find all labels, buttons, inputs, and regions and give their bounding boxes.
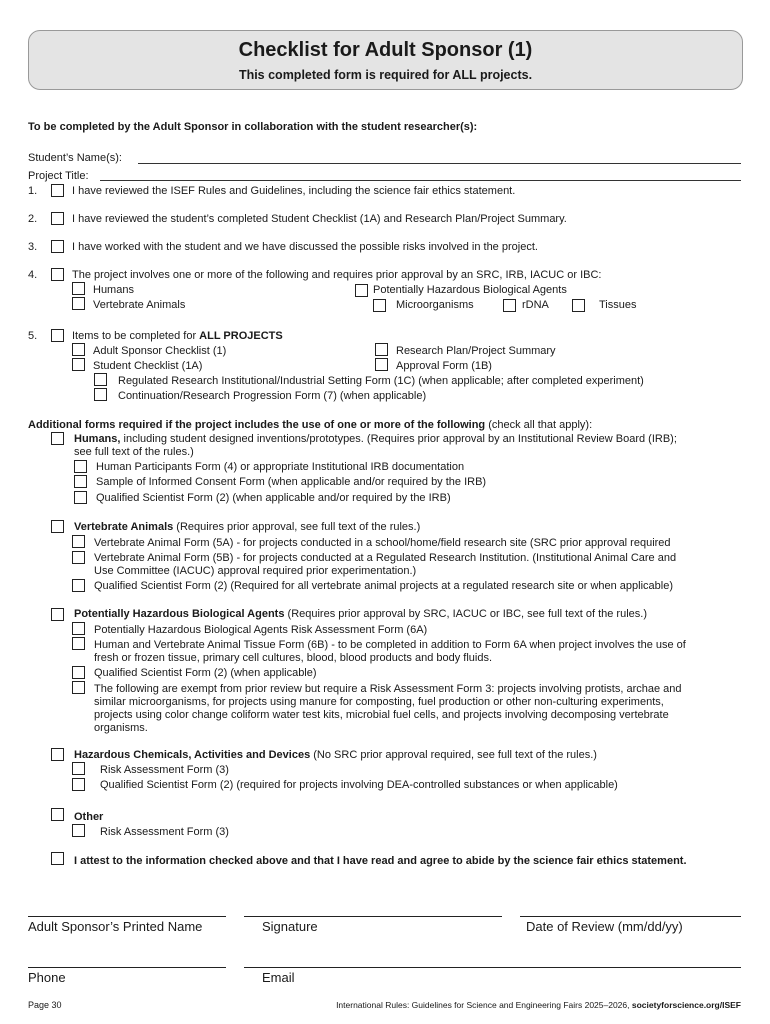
other-risk-form-checkbox[interactable] xyxy=(72,824,85,837)
form-7-label: Continuation/Research Progression Form (7) (when applicable) xyxy=(118,390,427,402)
item-3-label: I have worked with the student and we have discussed the possible risks involved in the project. xyxy=(72,241,538,253)
form-5b-label: Vertebrate Animal Form (5B) - for projects conducted at a Regulated Research Institution. (Institutional Animal Care and xyxy=(94,552,677,564)
adult-sponsor-checklist-checkbox[interactable] xyxy=(72,343,85,356)
form-header xyxy=(28,30,743,90)
printed-name-label: Adult Sponsor’s Printed Name xyxy=(28,919,203,934)
add-other-checkbox[interactable] xyxy=(51,808,64,821)
form-1c-checkbox[interactable] xyxy=(94,373,107,386)
form-title: Checklist for Adult Sponsor (1) xyxy=(238,39,533,61)
add-hazardous-checkbox[interactable] xyxy=(51,748,64,761)
item-5-checkbox[interactable] xyxy=(51,329,64,342)
printed-name-field[interactable] xyxy=(28,916,226,917)
phone-field[interactable] xyxy=(28,967,226,968)
footer-url: societyforscience.org/ISEF xyxy=(631,1000,741,1010)
phba-checkbox[interactable] xyxy=(355,284,368,297)
humans-qsf-checkbox[interactable] xyxy=(74,491,87,504)
add-humans-label: Humans, including student designed inventions/prototypes. (Requires prior approval by an Institutional Review Board (IRB); xyxy=(74,433,677,445)
phone-label: Phone xyxy=(28,970,66,985)
humans-qsf-label: Qualified Scientist Form (2) (when applicable and/or required by the IRB) xyxy=(96,492,451,504)
item-1-checkbox[interactable] xyxy=(51,184,64,197)
tissues-checkbox[interactable] xyxy=(572,299,585,312)
form-6a-label: Potentially Hazardous Biological Agents Risk Assessment Form (6A) xyxy=(94,624,428,636)
exempt-label-cont: organisms. xyxy=(94,722,148,734)
form-5b-label-cont: Use Committee (IACUC) approval required prior experimentation.) xyxy=(94,565,417,577)
form-subtitle: This completed form is required for ALL projects. xyxy=(238,68,533,82)
additional-forms-heading: Additional forms required if the project includes the use of one or more of the following (check all that apply): xyxy=(28,419,593,431)
research-plan-label: Research Plan/Project Summary xyxy=(396,345,556,357)
attest-checkbox[interactable] xyxy=(51,852,64,865)
form-1c-label: Regulated Research Institutional/Industrial Setting Form (1C) (when applicable; after completed experiment) xyxy=(118,375,644,387)
form-5a-checkbox[interactable] xyxy=(72,535,85,548)
add-phba-label: Potentially Hazardous Biological Agents (Requires prior approval by SRC, IACUC or IBC, see full text of the rules.) xyxy=(74,608,647,620)
exempt-form-3-checkbox[interactable] xyxy=(72,681,85,694)
humans-label: Humans xyxy=(93,284,134,296)
students-name-field[interactable] xyxy=(138,163,741,164)
form-6a-checkbox[interactable] xyxy=(72,622,85,635)
microorganisms-checkbox[interactable] xyxy=(373,299,386,312)
attest-label: I attest to the information checked above and that I have read and agree to abide by the science fair ethics statement. xyxy=(74,855,687,867)
item-5-label: Items to be completed for ALL PROJECTS xyxy=(72,330,283,342)
students-name-label: Student’s Name(s): xyxy=(28,152,122,164)
footer-source: International Rules: Guidelines for Science and Engineering Fairs 2025–2026, societyforscience.org/ISEF xyxy=(336,1000,741,1010)
hazardous-risk-form-label: Risk Assessment Form (3) xyxy=(100,764,229,776)
exempt-label: The following are exempt from prior review but require a Risk Assessment Form 3: projects involving protists, archae and xyxy=(94,683,682,695)
add-other-label: Other xyxy=(74,811,104,823)
phba-label: Potentially Hazardous Biological Agents xyxy=(373,284,567,296)
human-participants-label: Human Participants Form (4) or appropriate Institutional IRB documentation xyxy=(96,461,465,473)
other-risk-form-label: Risk Assessment Form (3) xyxy=(100,826,229,838)
item-number: 5. xyxy=(28,330,38,342)
project-title-field[interactable] xyxy=(100,180,741,181)
vertebrate-qsf-label: Qualified Scientist Form (2) (Required for all vertebrate animal projects at a regulated research site or when applicable) xyxy=(94,580,673,592)
add-vertebrate-checkbox[interactable] xyxy=(51,520,64,533)
informed-consent-label: Sample of Informed Consent Form (when applicable and/or required by the IRB) xyxy=(96,476,487,488)
email-label: Email xyxy=(262,970,295,985)
date-field[interactable] xyxy=(520,916,741,917)
item-1-label: I have reviewed the ISEF Rules and Guidelines, including the science fair ethics statement. xyxy=(72,185,516,197)
adult-sponsor-checklist-label: Adult Sponsor Checklist (1) xyxy=(93,345,227,357)
exempt-label-cont: projects using color change coliform water test kits, microbial fuel cells, and projects involving decomposing vertebrate xyxy=(94,709,669,721)
informed-consent-checkbox[interactable] xyxy=(74,475,87,488)
microorganisms-label: Microorganisms xyxy=(396,299,474,311)
item-3-checkbox[interactable] xyxy=(51,240,64,253)
form-5b-checkbox[interactable] xyxy=(72,551,85,564)
add-vertebrate-label: Vertebrate Animals (Requires prior approval, see full text of the rules.) xyxy=(74,521,421,533)
item-4-checkbox[interactable] xyxy=(51,268,64,281)
intro-text: To be completed by the Adult Sponsor in collaboration with the student researcher(s): xyxy=(28,121,478,133)
phba-qsf-checkbox[interactable] xyxy=(72,666,85,679)
item-number: 4. xyxy=(28,269,38,281)
rdna-checkbox[interactable] xyxy=(503,299,516,312)
item-number: 3. xyxy=(28,241,38,253)
hazardous-qsf-checkbox[interactable] xyxy=(72,778,85,791)
add-hazardous-label: Hazardous Chemicals, Activities and Devices (No SRC prior approval required, see full text of the rules.) xyxy=(74,749,597,761)
form-7-checkbox[interactable] xyxy=(94,388,107,401)
form-6b-checkbox[interactable] xyxy=(72,637,85,650)
student-checklist-label: Student Checklist (1A) xyxy=(93,360,203,372)
email-field[interactable] xyxy=(244,967,741,968)
approval-form-label: Approval Form (1B) xyxy=(396,360,492,372)
item-4-label: The project involves one or more of the following and requires prior approval by an SRC, IRB, IACUC or IBC: xyxy=(72,269,602,281)
humans-checkbox[interactable] xyxy=(72,282,85,295)
hazardous-risk-form-checkbox[interactable] xyxy=(72,762,85,775)
form-5a-label: Vertebrate Animal Form (5A) - for projects conducted in a school/home/field research site (SRC prior approval required xyxy=(94,537,671,549)
signature-label: Signature xyxy=(262,919,318,934)
add-humans-checkbox[interactable] xyxy=(51,432,64,445)
add-phba-checkbox[interactable] xyxy=(51,608,64,621)
vertebrate-qsf-checkbox[interactable] xyxy=(72,579,85,592)
item-number: 2. xyxy=(28,213,38,225)
item-2-checkbox[interactable] xyxy=(51,212,64,225)
form-6b-label: Human and Vertebrate Animal Tissue Form (6B) - to be completed in addition to Form 6A when project involves the use of xyxy=(94,639,686,651)
project-title-label: Project Title: xyxy=(28,170,89,182)
vertebrate-checkbox[interactable] xyxy=(72,297,85,310)
research-plan-checkbox[interactable] xyxy=(375,343,388,356)
tissues-label: Tissues xyxy=(599,299,637,311)
form-6b-label-cont: fresh or frozen tissue, primary cell cultures, blood, blood products and body fluids. xyxy=(94,652,493,664)
exempt-label-cont: similar microorganisms, for projects using manure for composting, fuel production or other non-culturing experiments, xyxy=(94,696,664,708)
item-2-label: I have reviewed the student’s completed Student Checklist (1A) and Research Plan/Project Summary. xyxy=(72,213,567,225)
item-number: 1. xyxy=(28,185,38,197)
human-participants-checkbox[interactable] xyxy=(74,460,87,473)
approval-form-checkbox[interactable] xyxy=(375,358,388,371)
date-label: Date of Review (mm/dd/yy) xyxy=(526,919,683,934)
student-checklist-checkbox[interactable] xyxy=(72,358,85,371)
add-humans-label-cont: see full text of the rules.) xyxy=(74,446,194,458)
phba-qsf-label: Qualified Scientist Form (2) (when applicable) xyxy=(94,667,317,679)
hazardous-qsf-label: Qualified Scientist Form (2) (required for projects involving DEA-controlled substances or when applicable) xyxy=(100,779,618,791)
rdna-label: rDNA xyxy=(522,299,549,311)
signature-field[interactable] xyxy=(244,916,502,917)
vertebrate-label: Vertebrate Animals xyxy=(93,299,186,311)
page-number: Page 30 xyxy=(28,1000,62,1010)
